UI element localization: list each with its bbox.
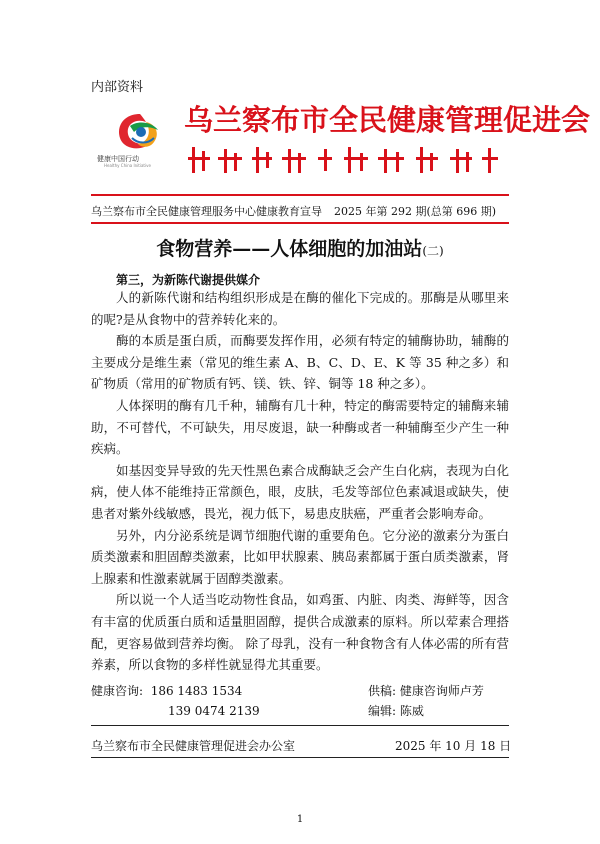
phone-number-2: 139 0474 2139: [168, 704, 260, 718]
paragraph: 所以说一个人适当吃动物性食品，如鸡蛋、内脏、肉类、海鲜等，因含有丰富的优质蛋白质和适量胆固醇，提供合成激素的原料。所以荤素合理搭配，更容易做到营养均衡。 除了母乳，没有一种食物含有人体必需的所有营养素，所以食物的多样性就显得尤其重要。: [91, 592, 509, 673]
organization-title: 乌兰察布市全民健康管理促进会: [184, 103, 591, 137]
article-title: [0, 234, 600, 261]
healthy-china-logo: [108, 108, 172, 180]
section-heading: 第三，为新陈代谢提供媒介: [116, 273, 261, 287]
consult-label: 健康咨询:: [91, 684, 144, 698]
issue-publisher: 乌兰察布市全民健康管理服务中心健康教育宣导: [91, 205, 322, 218]
credits-block: [368, 681, 484, 721]
supply-credit: 供稿: 健康咨询师卢芳: [368, 684, 484, 698]
footer-rule-bottom: [91, 757, 509, 758]
footer-date: 2025 年 10 月 18 日: [395, 739, 512, 753]
header-rule-top: [91, 194, 509, 196]
paragraph: 如基因变异导致的先天性黑色素合成酶缺乏会产生白化病，表现为白化病，使人体不能维持正常颜色，眼，皮肤，毛发等部位色素减退或缺失，使患者对紫外线敏感，畏光，视力低下，易患皮肤癌，严重者会影响寿命。: [91, 462, 509, 521]
paragraph: 另外，内分泌系统是调节细胞代谢的重要角色。它分泌的激素分为蛋白质类激素和胆固醇类激素，比如甲状腺素、胰岛素都属于蛋白质类激素，肾上腺素和性激素就属于固醇类激素。: [91, 527, 509, 586]
editor-credit: 编辑: 陈威: [368, 704, 424, 718]
article-body: [91, 287, 509, 676]
logo-caption-en: Healthy China Initiative: [104, 163, 151, 168]
paragraph: 人的新陈代谢和结构组织形成是在酶的催化下完成的。那酶是从哪里来的呢?是从食物中的营养转化来的。: [91, 290, 509, 327]
classification-label: 内部资料: [91, 80, 144, 95]
logo-caption: 健康中国行动: [97, 155, 139, 163]
footer-organization: 乌兰察布市全民健康管理促进会办公室: [91, 739, 296, 753]
header-rule-bottom: [91, 222, 509, 224]
paragraph: 人体探明的酶有几千种，辅酶有几十种，特定的酶需要特定的辅酶来辅助，不可替代，不可缺失，用尽废退，缺一种酶或者一种辅酶至少产生一种疾病。: [91, 397, 509, 457]
paragraph: 酶的本质是蛋白质，而酶要发挥作用，必须有特定的辅酶协助，辅酶的主要成分是维生素（常见的维生素 A、B、C、D、E、K 等 35 种之多）和矿物质（常用的矿物质有钙、镁、铁、锌、铜等 18 种之多）。: [91, 333, 509, 392]
page-number: 1: [296, 814, 304, 825]
article-title-main: 食物营养——人体细胞的加油站: [156, 238, 423, 260]
phone-number-1: 186 1483 1534: [150, 684, 243, 698]
mongolian-script-title: [184, 143, 502, 177]
footer-rule-top: [91, 725, 509, 726]
issue-number: 2025 年第 292 期(总第 696 期): [334, 205, 497, 218]
contact-block: [91, 681, 260, 721]
article-title-part: (二): [422, 244, 444, 258]
